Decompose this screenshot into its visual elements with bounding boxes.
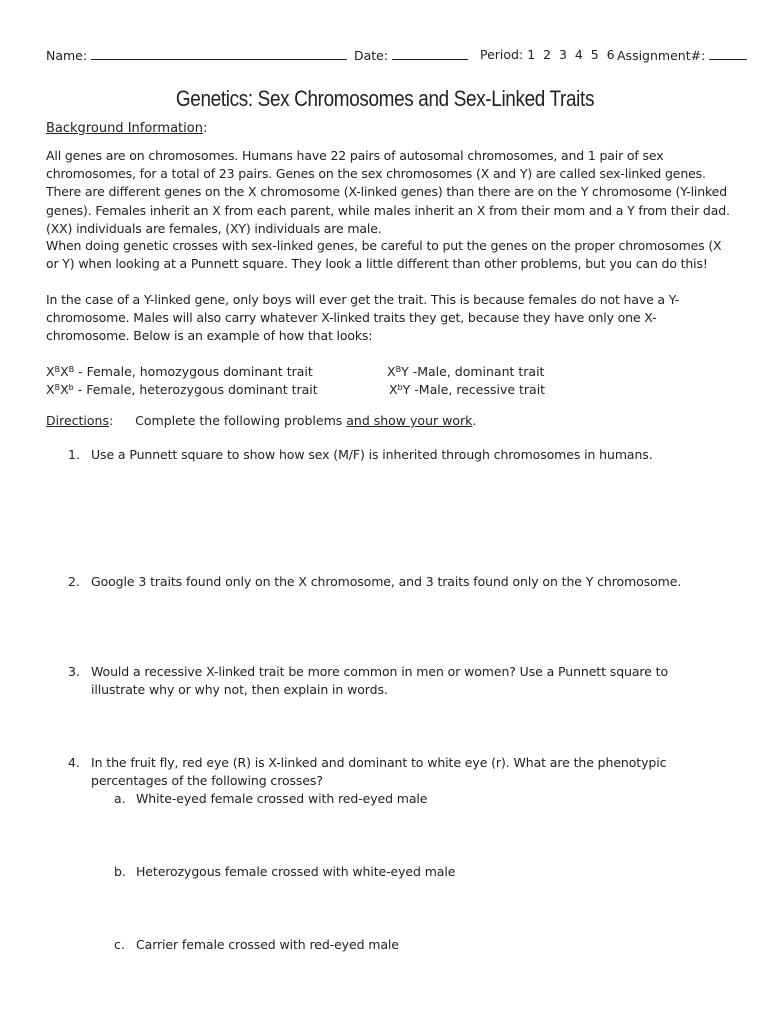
directions-label: Directions [46,413,109,428]
directions-colon: : [108,413,114,428]
notation-male-recessive [389,382,545,397]
question-3-text: Would a recessive X-linked trait be more common in men or women? Use a Punnett square to illustrate why or why not, then explain in words. [91,664,668,698]
name-blank[interactable] [91,47,347,60]
question-number: 3. [68,664,80,679]
allele-recessive: b [397,383,403,392]
subquestion-letter: a. [114,791,126,806]
question-1-text: Use a Punnett square to show how sex (M/F) is inherited through chromosomes in humans. [91,447,653,462]
notation-label: - Female, heterozygous dominant trait [73,382,318,397]
period-label: Period: [480,47,524,62]
assignment-field[interactable] [617,47,747,63]
background-paragraph-1: All genes are on chromosomes. Humans have 22 pairs of autosomal chromosomes, and 1 pair of sex chromosomes, for a total of 23 pairs. Genes on the sex chromosomes (X and Y) are called sex-linked genes. There are different genes on the X chromosome (X-linked genes) than there are on the Y chromosome (Y-linked genes). Females inherit an X from each parent, while males inherit an X from their mom and a Y from their dad. (XX) individuals are females, (XY) individuals are male. [46,148,730,236]
allele-dominant: B [54,383,61,392]
background-paragraph-2: When doing genetic crosses with sex-linked genes, be careful to put the genes on the proper chromosomes (X or Y) when looking at a Punnett square. They look a little different than other problems, but you can do this! [46,238,722,272]
page-title: Genetics: Sex Chromosomes and Sex-Linked Traits [175,86,595,111]
x-chromosome: X [60,364,69,379]
date-label: Date: [354,48,389,63]
subquestion-letter: b. [114,864,126,879]
allele-dominant: B [54,365,61,374]
allele-dominant: B [68,365,75,374]
x-chromosome: X [46,364,55,379]
subquestion-a-text: White-eyed female crossed with red-eyed male [136,791,428,806]
directions-text: Complete the following problems [135,413,347,428]
background-heading [46,121,207,136]
question-number: 4. [68,755,80,770]
subquestion-b-text: Heterozygous female crossed with white-eyed male [136,864,456,879]
x-chromosome: X [387,364,396,379]
y-chromosome: Y [401,364,409,379]
date-blank[interactable] [392,47,468,60]
x-chromosome: X [46,382,55,397]
notation-label: - Female, homozygous dominant trait [74,364,313,379]
name-label: Name: [46,48,88,63]
subquestion-letter: c. [114,937,125,952]
directions-emphasis: and show your work [346,413,473,428]
directions [46,413,476,428]
assignment-label: Assignment#: [617,48,706,63]
directions-period: . [472,413,477,428]
notation-male-dominant [387,364,544,379]
background-heading-colon: : [202,121,208,136]
date-field[interactable] [354,47,468,63]
notation-label: -Male, recessive trait [410,382,546,397]
allele-recessive: b [68,383,74,392]
period-field [480,47,615,62]
name-field[interactable] [46,47,347,63]
x-chromosome: X [389,382,398,397]
notation-female-heterozygous [46,382,318,397]
period-values: 1 2 3 4 5 6 [527,47,615,62]
background-heading-label: Background Information [46,121,203,136]
x-chromosome: X [60,382,69,397]
background-paragraph-3: In the case of a Y-linked gene, only boys will ever get the trait. This is because females do not have a Y-chromosome. Males will also carry whatever X-linked traits they get, because they have only one X-chromosome. Below is an example of how that looks: [46,292,680,344]
question-2-text: Google 3 traits found only on the X chromosome, and 3 traits found only on the Y chromosome. [91,574,682,589]
question-4-text: In the fruit fly, red eye (R) is X-linked and dominant to white eye (r). What are the phenotypic percentages of the following crosses? [91,755,667,789]
notation-label: -Male, dominant trait [408,364,545,379]
y-chromosome: Y [402,382,411,397]
question-number: 1. [68,447,80,462]
question-number: 2. [68,574,80,589]
notation-female-homozygous [46,364,313,379]
subquestion-c-text: Carrier female crossed with red-eyed male [136,937,399,952]
assignment-blank[interactable] [709,47,747,60]
allele-dominant: B [395,365,402,374]
